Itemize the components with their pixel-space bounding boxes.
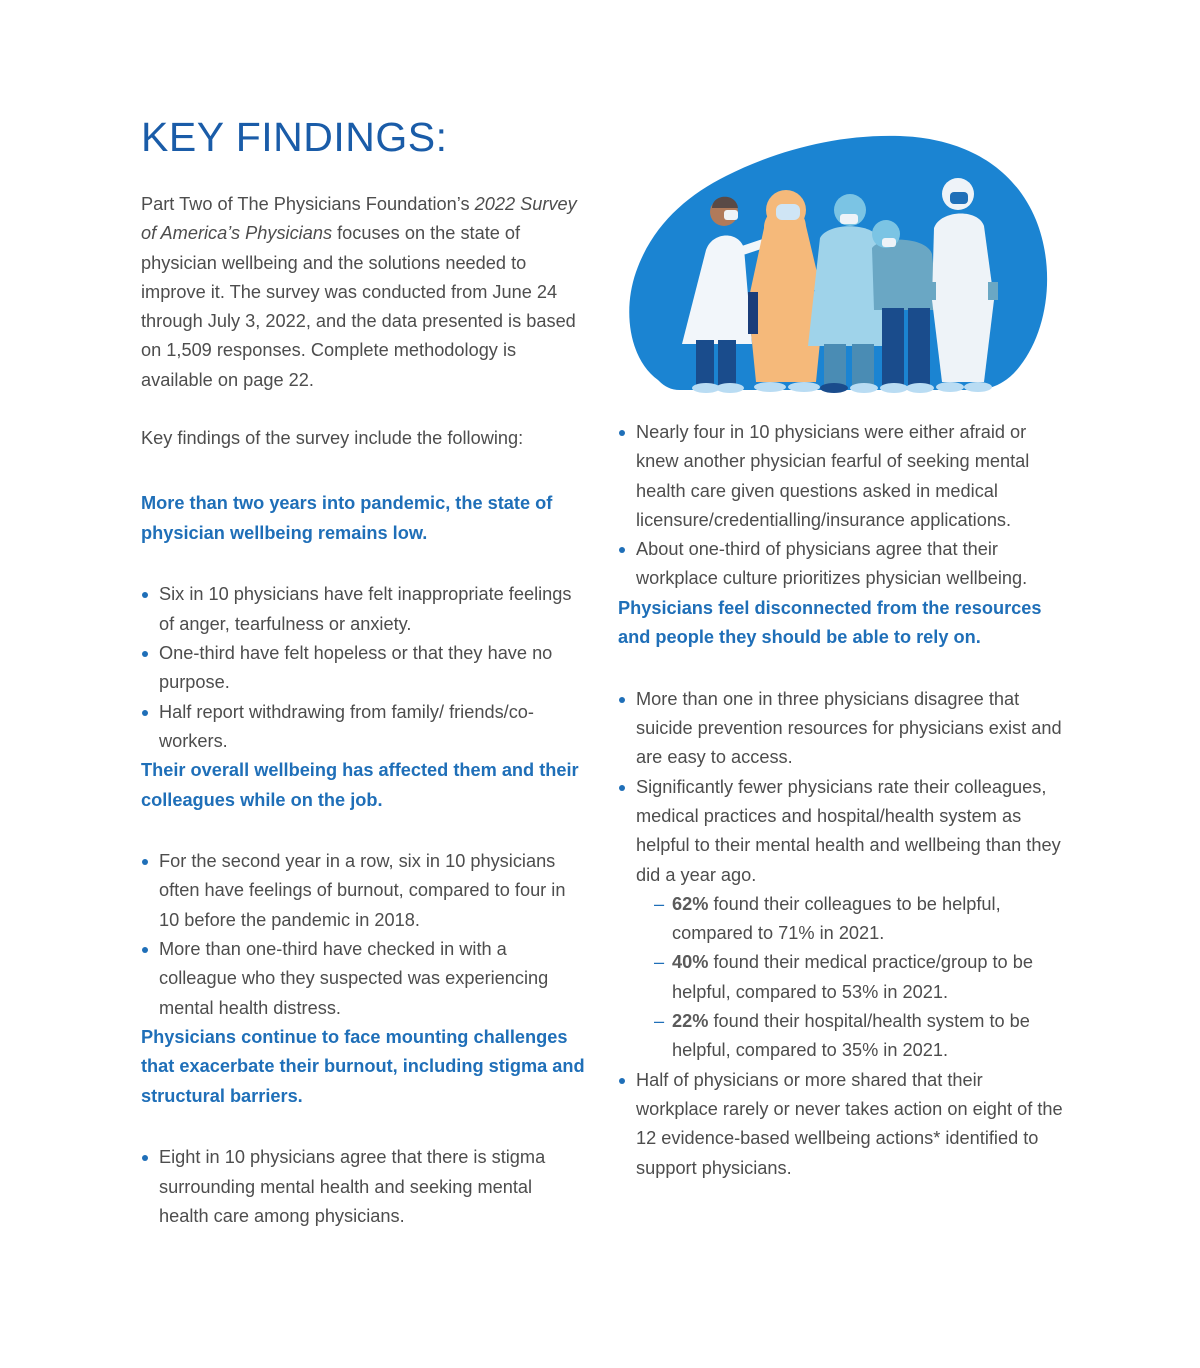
section-heading-disconnected: Physicians feel disconnected from the resources and people they should be able to rely on. bbox=[618, 597, 1042, 648]
intro-paragraph: Part Two of The Physicians Foundation’s 2022 Survey of America’s Physicians focuses on the state of physician wellbeing and the solutions needed to improve it. The survey was conducted from June 24 through July 3, 2022, and the data presented is based on 1,509 responses. Complete methodology is available on page 22. bbox=[141, 194, 577, 390]
section-heading-challenges: Physicians continue to face mounting challenges that exacerbate their burnout, including stigma and structural barriers. bbox=[141, 1026, 585, 1106]
list-item: More than one-third have checked in with a colleague who they suspected was experiencing mental health distress. bbox=[141, 935, 586, 1023]
section-heading-wellbeing-low: More than two years into pandemic, the state of physician wellbeing remains low. bbox=[141, 493, 553, 543]
section-heading-on-the-job: Their overall wellbeing has affected them and their colleagues while on the job. bbox=[141, 760, 579, 810]
healthcare-workers-illustration bbox=[628, 132, 1050, 394]
lead-paragraph: Key findings of the survey include the following: bbox=[141, 428, 524, 449]
list-item: Six in 10 physicians have felt inappropriate feelings of anger, tearfulness or anxiety. bbox=[141, 580, 586, 639]
stat-value: 62% bbox=[672, 893, 709, 914]
survey-title: 2022 Survey of America’s Physicians bbox=[141, 194, 577, 244]
sub-bullet-list bbox=[636, 890, 1068, 1066]
bullet-list-wellbeing-low bbox=[141, 580, 586, 756]
sub-list-item: – 22% found their hospital/health system to be helpful, compared to 35% in 2021. bbox=[636, 1007, 1068, 1066]
page-title: KEY FINDINGS: bbox=[141, 114, 448, 160]
bullet-list-challenges bbox=[141, 1143, 586, 1231]
stat-value: 22% bbox=[672, 1011, 709, 1032]
list-item: Eight in 10 physicians agree that there is stigma surrounding mental health and seeking mental health care among physicians. bbox=[141, 1143, 586, 1231]
list-item: Nearly four in 10 physicians were either afraid or knew another physician fearful of seeking mental health care given questions asked in medical licensure/credentialling/insurance applications. bbox=[618, 418, 1068, 535]
bullet-list-on-the-job bbox=[141, 847, 586, 1023]
list-item: Significantly fewer physicians rate their colleagues, medical practices and hospital/health system as helpful to their mental health and wellbeing than they did a year ago. – 62% found their colleagues to be helpful, compared to 71% in 2021. – 40% found their medical practice/group to be helpful, compared to 53% in 2021. – 22% found their hospital/health system to be helpful, compared to 35% in 2021. bbox=[618, 773, 1068, 1066]
bullet-list-disconnected bbox=[618, 685, 1068, 1183]
bullet-list-challenges-continued bbox=[618, 418, 1068, 594]
stat-value: 40% bbox=[672, 952, 709, 973]
left-column bbox=[141, 190, 586, 1231]
sub-list-item: – 40% found their medical practice/group to be helpful, compared to 53% in 2021. bbox=[636, 948, 1068, 1007]
list-item: Half report withdrawing from family/ friends/co-workers. bbox=[141, 698, 586, 757]
right-column bbox=[618, 418, 1068, 1183]
sub-list-item: – 62% found their colleagues to be helpful, compared to 71% in 2021. bbox=[636, 890, 1068, 949]
list-item: More than one in three physicians disagree that suicide prevention resources for physicians exist and are easy to access. bbox=[618, 685, 1068, 773]
list-item: One-third have felt hopeless or that they have no purpose. bbox=[141, 639, 586, 698]
list-item: About one-third of physicians agree that their workplace culture prioritizes physician wellbeing. bbox=[618, 535, 1068, 594]
list-item: For the second year in a row, six in 10 physicians often have feelings of burnout, compared to four in 10 before the pandemic in 2018. bbox=[141, 847, 586, 935]
list-item: Half of physicians or more shared that their workplace rarely or never takes action on eight of the 12 evidence-based wellbeing actions* identified to support physicians. bbox=[618, 1066, 1068, 1183]
